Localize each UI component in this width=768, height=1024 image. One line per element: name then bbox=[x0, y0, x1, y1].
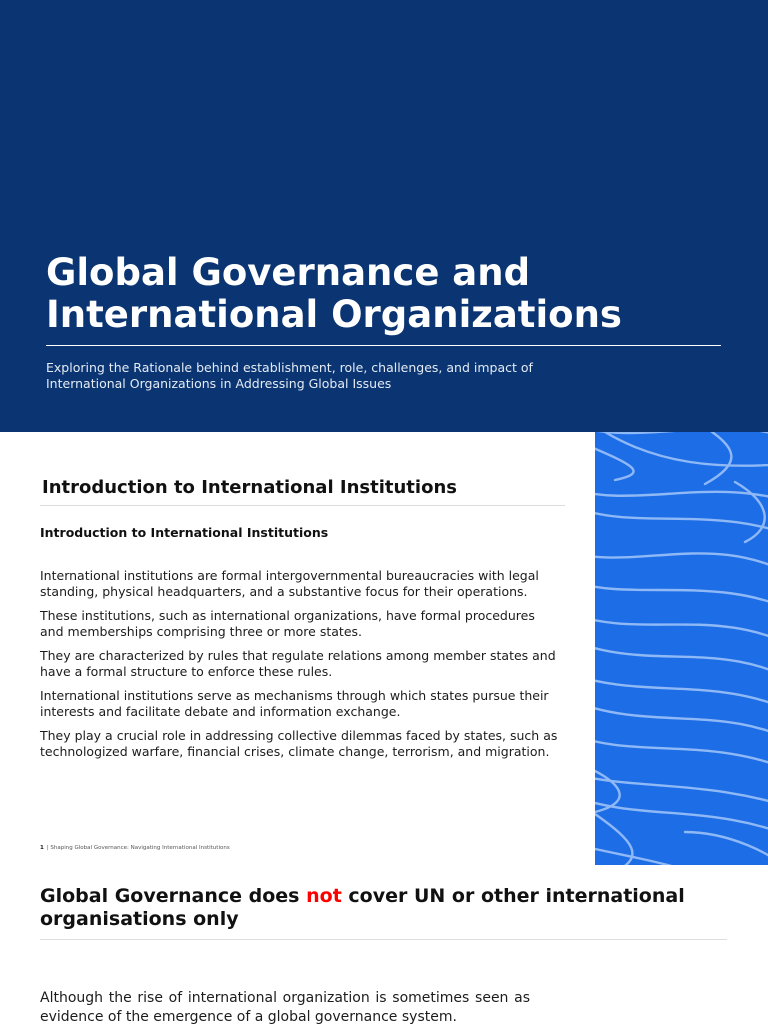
title-after: cover UN or other international organisations only bbox=[40, 885, 685, 930]
intro-point: International institutions are formal intergovernmental bureaucracies with legal standing, physical headquarters, and a substantive focus for their operations. bbox=[40, 568, 539, 599]
intro-point: International institutions serve as mechanisms through which states pursue their interests and facilitate debate and information exchange. bbox=[40, 688, 549, 719]
title-accent: not bbox=[306, 885, 342, 907]
body-text: Although the rise of international organization is sometimes seen as evidence of the emergence of a global governance system. bbox=[40, 990, 530, 1024]
intro-point: These institutions, such as international organizations, have formal procedures and memberships comprising three or more states. bbox=[40, 608, 535, 639]
intro-points-list bbox=[40, 568, 560, 768]
title-divider bbox=[40, 939, 727, 940]
heading-divider bbox=[40, 505, 565, 506]
title-before: Global Governance does bbox=[40, 885, 307, 907]
title-slide bbox=[0, 0, 768, 432]
slide-number: 1 bbox=[40, 845, 44, 851]
presentation-subtitle: Exploring the Rationale behind establishment, role, challenges, and impact of International Organizations in Addressing Global Issues bbox=[46, 360, 533, 391]
title-line-2: International Organizations bbox=[46, 293, 622, 336]
intro-point: They are characterized by rules that regulate relations among member states and have a formal structure to enforce these rules. bbox=[40, 648, 556, 679]
slide-footer bbox=[40, 844, 230, 852]
presentation-title bbox=[46, 252, 736, 336]
intro-point: They play a crucial role in addressing collective dilemmas faced by states, such as technologized warfare, financial crises, climate change, terrorism, and migration. bbox=[40, 728, 558, 759]
footer-text: | Shaping Global Governance: Navigating International Institutions bbox=[46, 845, 230, 851]
intro-slide bbox=[0, 432, 768, 865]
governance-slide bbox=[0, 865, 768, 1024]
slide-subheading: Introduction to International Institutions bbox=[40, 525, 329, 540]
title-divider bbox=[46, 345, 721, 346]
slide-title bbox=[40, 885, 730, 931]
wave-pattern-icon bbox=[595, 432, 768, 865]
wave-pattern-image bbox=[595, 432, 768, 865]
slide-heading: Introduction to International Institutions bbox=[42, 477, 457, 498]
title-line-1: Global Governance and bbox=[46, 251, 531, 294]
